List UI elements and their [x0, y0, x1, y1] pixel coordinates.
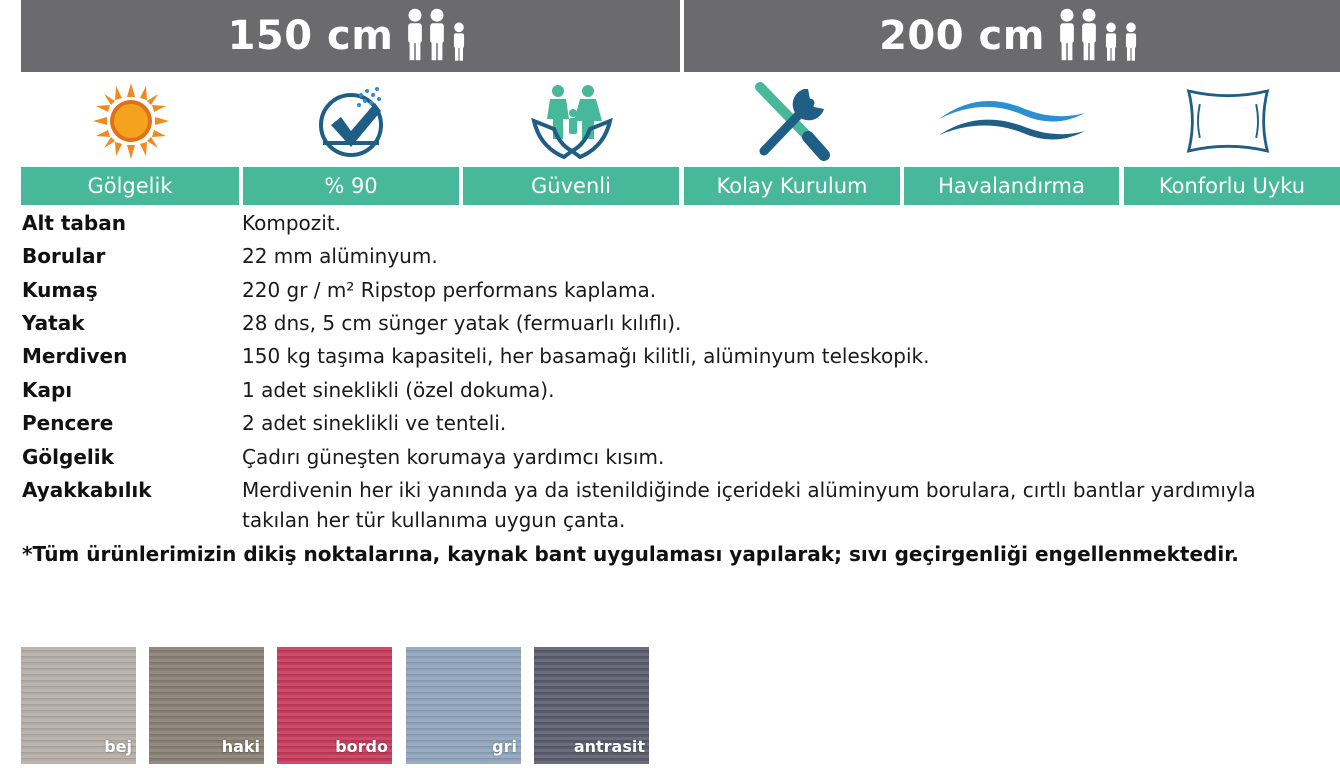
feature-label: Kolay Kurulum [684, 167, 900, 205]
spec-key: Ayakkabılık [22, 478, 152, 502]
air-waves-icon [933, 80, 1093, 162]
size-label: 150 cm [227, 13, 394, 59]
footnote: *Tüm ürünlerimizin dikiş noktalarına, kaynak bant uygulaması yapılarak; sıvı geçirgenliği engellenmektedir. [22, 542, 1239, 566]
pillow-icon [1183, 80, 1273, 162]
spec-value: Kompozit. [242, 211, 342, 235]
spec-value: Merdivenin her iki yanında ya da istenildiğinde içerideki alüminyum borulara, cırtlı bantlar yardımıyla takılan her tür kullanıma uygun çanta. [242, 478, 1256, 532]
four-people-icon [1057, 8, 1145, 64]
feature-label: Havalandırma [904, 167, 1119, 205]
feature-label: Güvenli [463, 167, 679, 205]
feature-label: Gölgelik [21, 167, 239, 205]
feature-label: Konforlu Uyku [1124, 167, 1340, 205]
three-people-icon [405, 8, 473, 64]
spec-key: Alt taban [22, 211, 126, 235]
swatch-label: gri [492, 737, 517, 756]
spec-key: Yatak [22, 311, 85, 335]
swatch-antrasit[interactable] [534, 647, 649, 764]
swatch-label: bordo [335, 737, 388, 756]
swatch-bordo[interactable] [277, 647, 392, 764]
spec-key: Borular [22, 244, 106, 268]
spec-key: Merdiven [22, 344, 128, 368]
uv-check-icon [308, 80, 398, 162]
spec-value: 28 dns, 5 cm sünger yatak (fermuarlı kılıflı). [242, 311, 682, 335]
wrench-screwdriver-icon [746, 80, 836, 162]
sun-icon [86, 80, 176, 162]
swatch-bej[interactable] [21, 647, 136, 764]
swatch-label: bej [104, 737, 132, 756]
swatch-gri[interactable] [406, 647, 521, 764]
swatch-label: haki [221, 737, 260, 756]
spec-key: Kapı [22, 378, 73, 402]
spec-key: Kumaş [22, 278, 98, 302]
swatch-haki[interactable] [149, 647, 264, 764]
swatch-label: antrasit [573, 737, 645, 756]
spec-value: 150 kg taşıma kapasiteli, her basamağı kilitli, alüminyum teleskopik. [242, 344, 930, 368]
spec-value: 22 mm alüminyum. [242, 244, 438, 268]
spec-key: Pencere [22, 411, 114, 435]
size-label: 200 cm [879, 13, 1045, 59]
spec-value: Çadırı güneşten korumaya yardımcı kısım. [242, 445, 665, 469]
spec-value: 220 gr / m² Ripstop performans kaplama. [242, 278, 657, 302]
feature-label: % 90 [243, 167, 459, 205]
spec-value: 1 adet sineklikli (özel dokuma). [242, 378, 555, 402]
size-header-150 [21, 0, 680, 72]
family-hands-icon [527, 80, 617, 162]
spec-value: 2 adet sineklikli ve tenteli. [242, 411, 507, 435]
size-header-200 [684, 0, 1340, 72]
spec-key: Gölgelik [22, 445, 114, 469]
